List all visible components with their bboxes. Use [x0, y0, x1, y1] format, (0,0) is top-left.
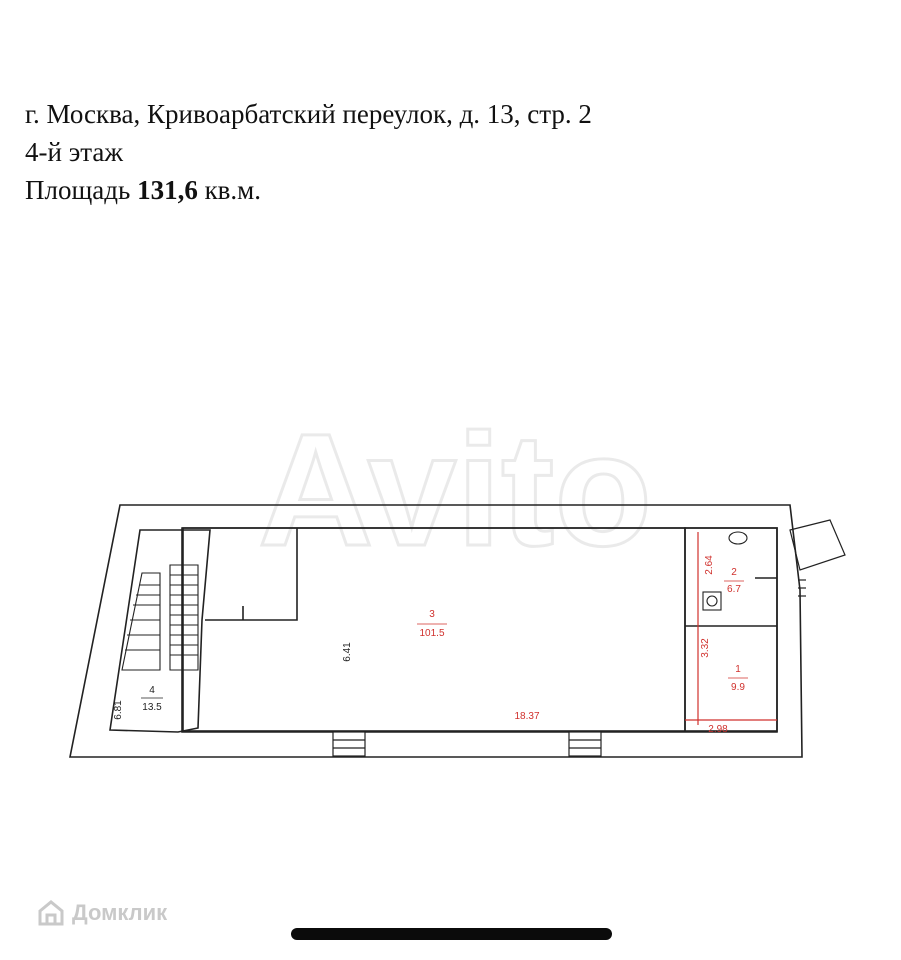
dim-room1-height: 3.32 — [700, 638, 711, 658]
room-4-area: 13.5 — [142, 702, 162, 713]
dim-room1-width: 2.98 — [708, 724, 728, 735]
address-line: г. Москва, Кривоарбатский переулок, д. 13, стр. 2 — [25, 99, 592, 129]
windows — [333, 732, 601, 756]
external-stair — [790, 520, 845, 596]
room-3-area: 101.5 — [419, 628, 445, 639]
floor-line: 4-й этаж — [25, 137, 124, 167]
dim-room3-width: 18.37 — [514, 711, 540, 722]
dim-room4-height: 6.81 — [113, 700, 124, 720]
room-3-number: 3 — [429, 609, 435, 620]
room-2-area: 6.7 — [727, 584, 741, 595]
domclick-text: Домклик — [72, 900, 168, 925]
domclick-watermark — [36, 898, 167, 928]
avito-watermark: Avito — [257, 400, 653, 579]
area-prefix: Площадь — [25, 175, 131, 205]
domclick-logo-icon — [36, 898, 66, 928]
listing-header — [25, 95, 592, 209]
dimension-lines — [685, 532, 777, 725]
area-line — [25, 171, 592, 209]
dim-room3-height: 6.41 — [342, 642, 353, 662]
room-4-number: 4 — [149, 685, 155, 696]
dim-room2-height: 2.64 — [704, 555, 715, 575]
room-1-number: 1 — [735, 664, 741, 675]
floor-plan — [0, 380, 901, 780]
stairs — [122, 565, 198, 670]
area-unit: кв.м. — [204, 175, 262, 205]
room-1-area: 9.9 — [731, 682, 745, 693]
room-2-number: 2 — [731, 567, 737, 578]
area-value: 131,6 — [137, 175, 198, 205]
home-indicator[interactable] — [291, 928, 612, 940]
